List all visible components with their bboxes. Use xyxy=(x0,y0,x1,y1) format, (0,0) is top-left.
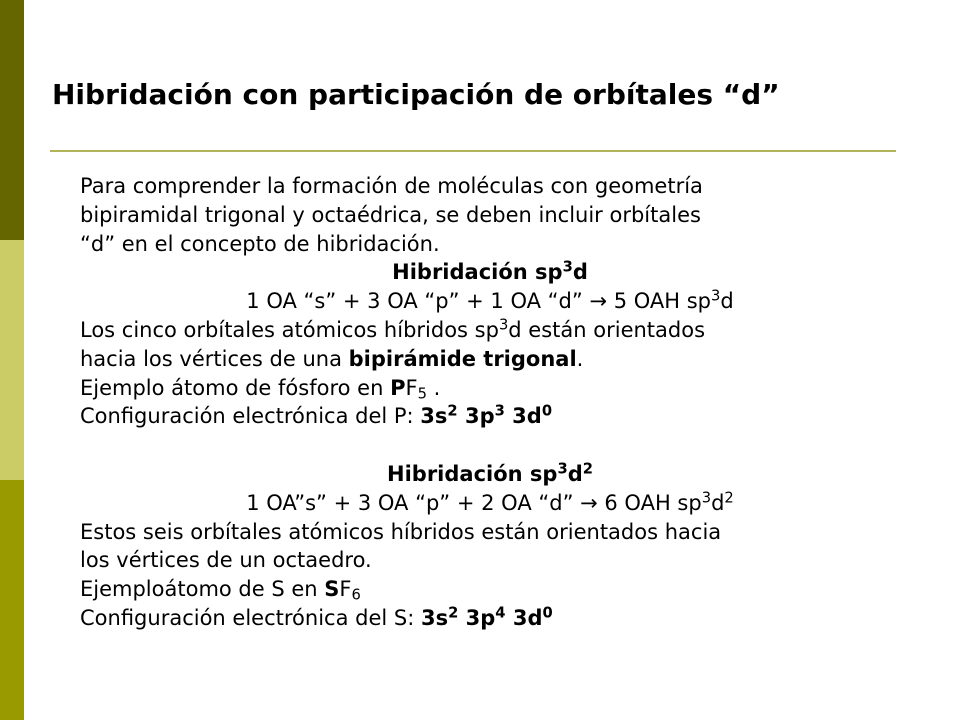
sp3d-description-2: hacia los vértices de una bipirámide trigonal. xyxy=(80,346,584,371)
title-divider xyxy=(50,150,896,152)
sidebar-segment-medium xyxy=(0,480,24,720)
sidebar-segment-light xyxy=(0,240,24,480)
sp3d2-description-2: los vértices de un octaedro. xyxy=(80,548,372,573)
sp3d-equation: 1 OA “s” + 3 OA “p” + 1 OA “d” → 5 OAH $sp^3d$ xyxy=(246,287,734,314)
sp3d-example: Ejemplo átomo de fósforo en $PF_5$ . xyxy=(80,375,441,403)
intro-line-3: “d” en el concepto de hibridación. xyxy=(80,231,440,256)
sp3d-description-1: Los cinco orbítales atómicos híbridos $sp^3d$ están orientados xyxy=(80,316,706,342)
sp3d2-equation: 1 OA”s” + 3 OA “p” + 2 OA “d” → 6 OAH $sp^3d^2$ xyxy=(246,489,734,515)
slide-body xyxy=(80,172,900,633)
sp3d-configuration: Configuración electrónica del P: $3s^2$ $3p^3$ $3d^0$ xyxy=(80,403,553,429)
sidebar-segment-dark xyxy=(0,0,24,240)
section-spacer xyxy=(80,431,900,460)
sp3d2-configuration: Configuración electrónica del S: $3s^2$ $3p^4$ $3d^0$ xyxy=(80,604,553,630)
sp3d2-heading: Hibridación $sp^3d^2$ xyxy=(387,460,593,486)
intro-line-1: Para comprender la formación de moléculas con geometría xyxy=(80,174,703,198)
sidebar-decoration xyxy=(0,0,24,720)
slide-title: Hibridación con participación de orbítales “d” xyxy=(52,78,780,111)
sp3d-heading: Hibridación $sp^3d$ xyxy=(392,259,588,285)
sp3d2-description-1: Estos seis orbítales atómicos híbridos están orientados hacia xyxy=(80,519,722,544)
intro-line-2: bipiramidal trigonal y octaédrica, se deben incluir orbítales xyxy=(80,202,701,227)
sp3d2-example: Ejemploátomo de S en $SF_6$ xyxy=(80,577,361,604)
